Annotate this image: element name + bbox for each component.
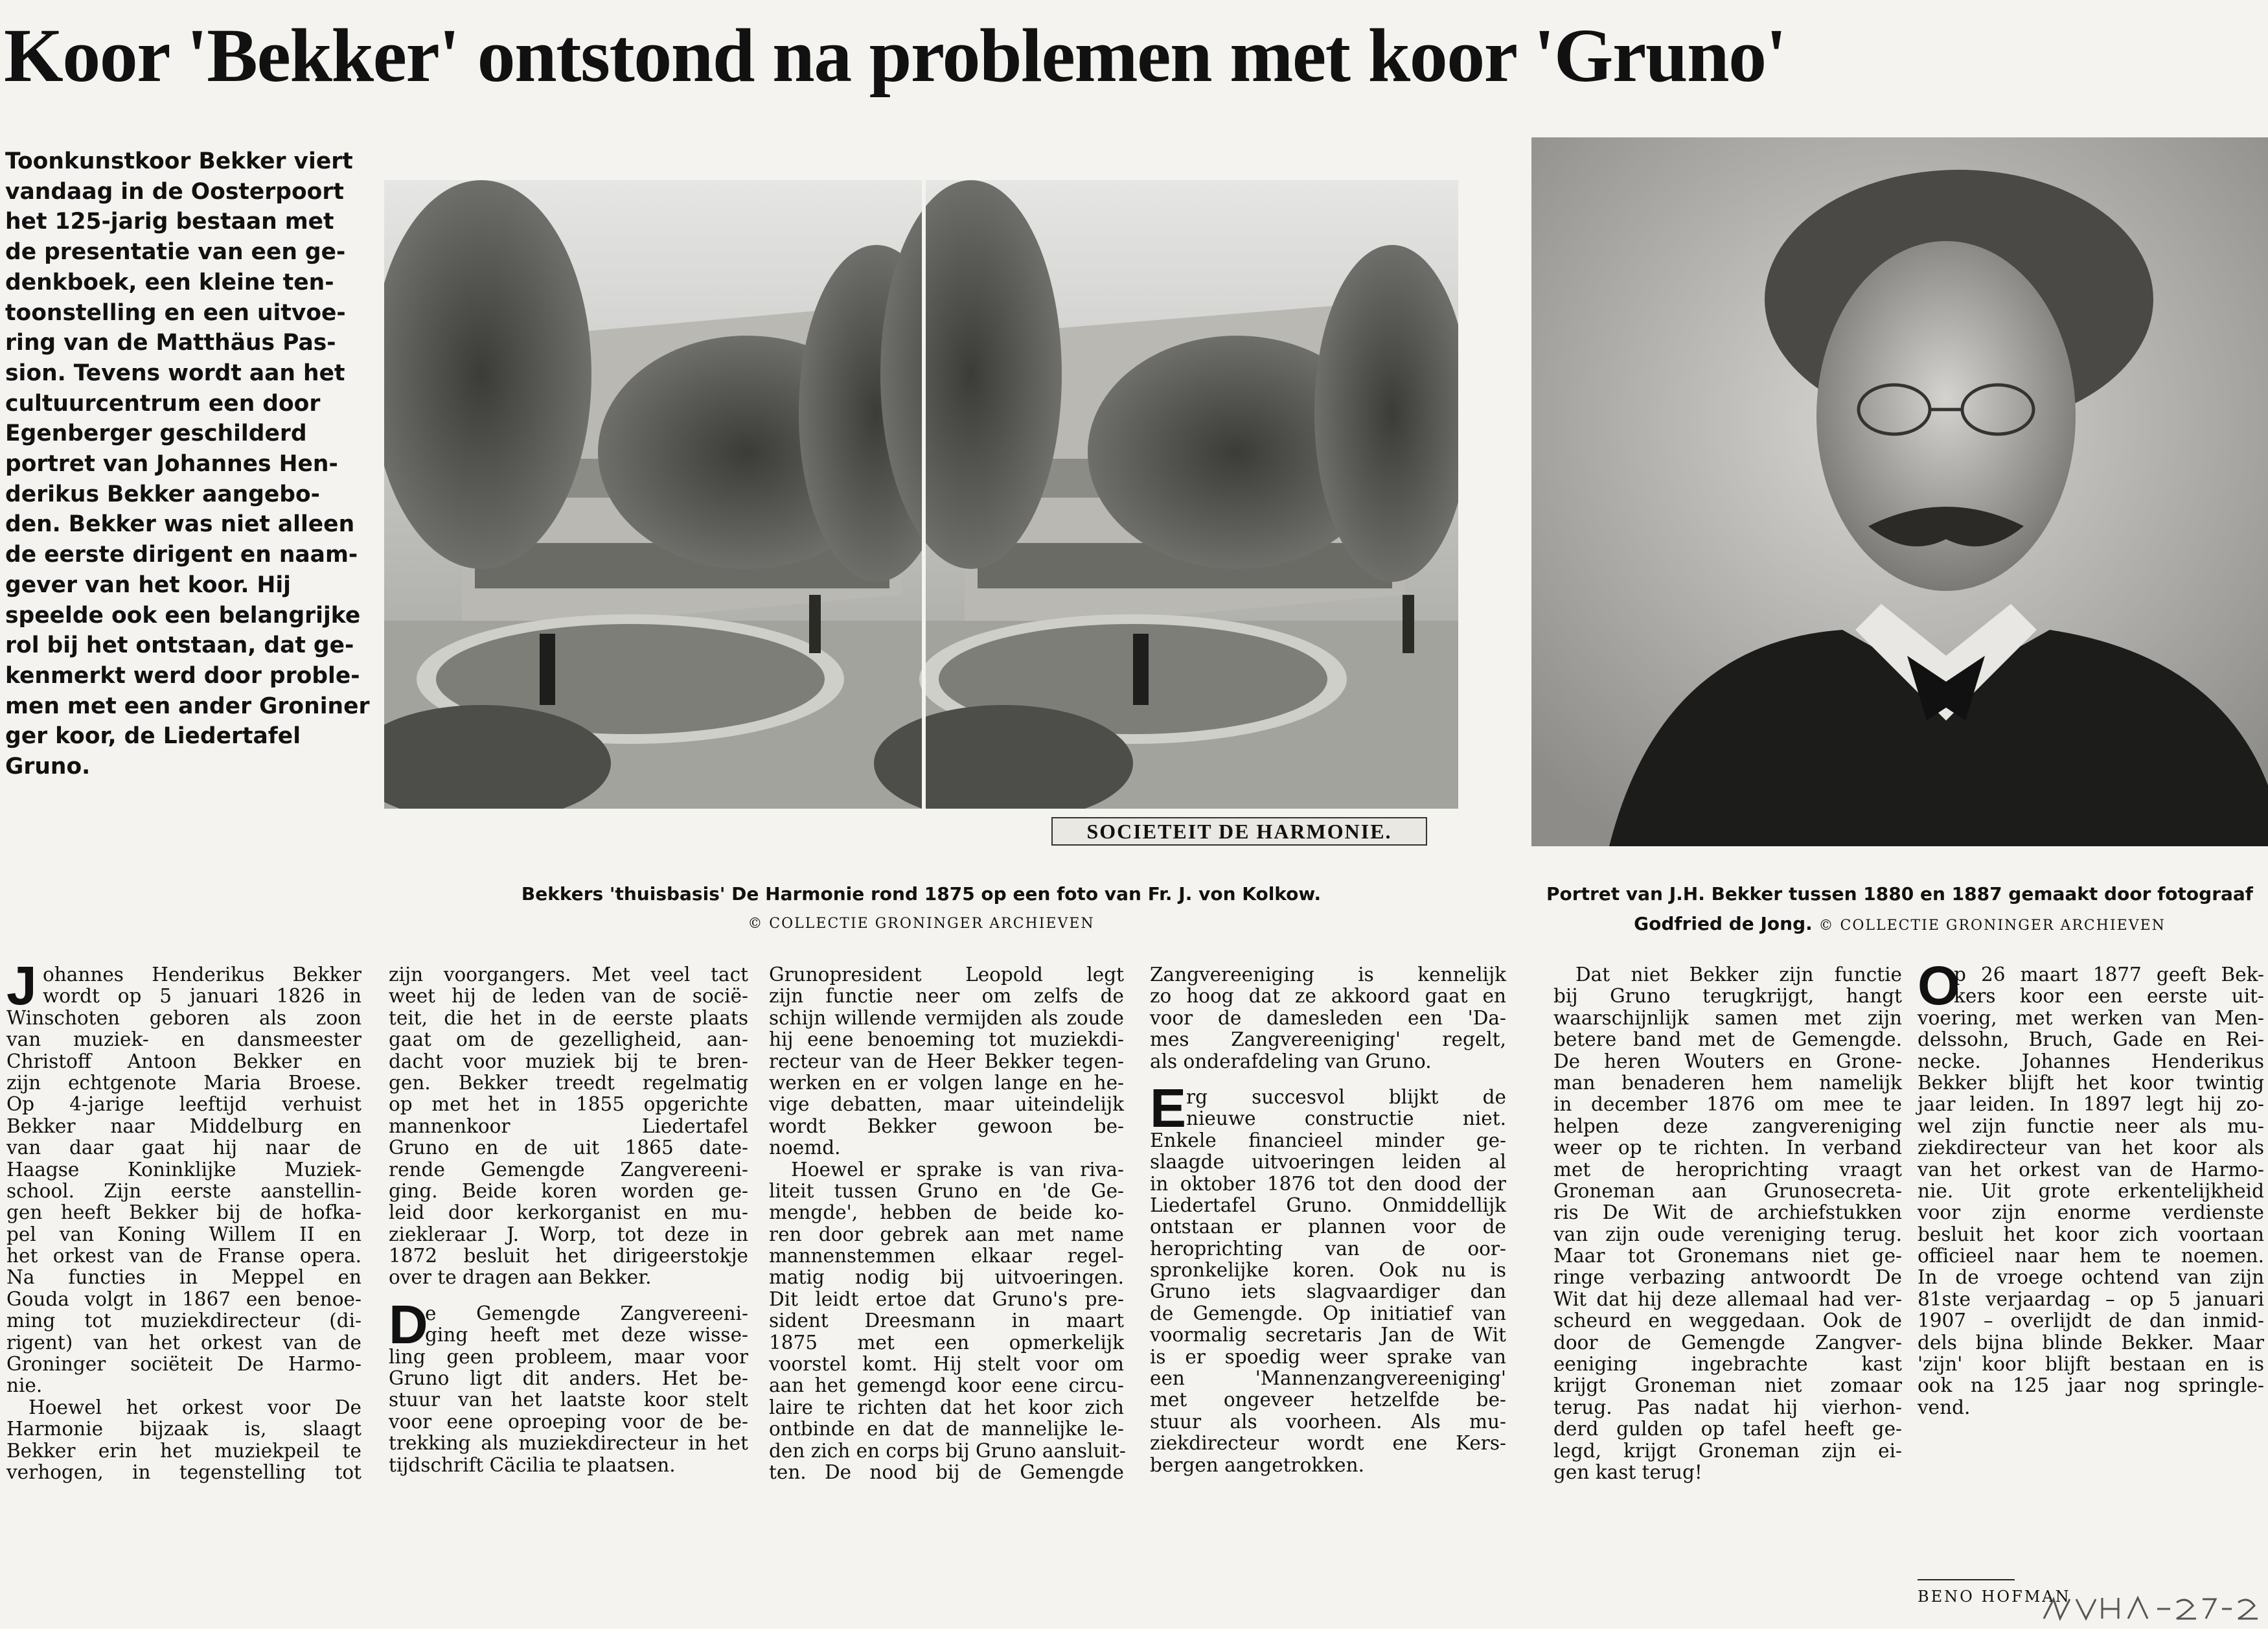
text-line: stuur van het laatste koor stelt	[389, 1389, 748, 1411]
text-line: ringe verbazing antwoordt De	[1553, 1266, 1902, 1289]
dropcap-letter: E	[1150, 1077, 1187, 1138]
article-column-3	[769, 964, 1124, 1483]
text-line: ging. Beide koren worden ge-	[389, 1179, 748, 1202]
text-line: mengde', hebben de beide ko-	[769, 1201, 1124, 1224]
text-line: met ongeveer hetzelfde be-	[1150, 1389, 1506, 1411]
text-line: ziekleraar J. Worp, tot deze in	[389, 1223, 748, 1245]
text-line: recteur van de Heer Bekker tegen-	[769, 1050, 1124, 1072]
text-line: 'zijn' koor blijft bestaan en is	[1918, 1353, 2264, 1376]
text-line: van daar gaat hij naar de	[6, 1137, 361, 1159]
text-line: door de Gemengde Zangver-	[1553, 1331, 1902, 1354]
text-line: 1875 met een opmerkelijk	[769, 1331, 1124, 1354]
portrait-caption-line1: Portret van J.H. Bekker tussen 1880 en 1887 gemaakt door fotograaf	[1546, 883, 2253, 905]
text-line: voor eene oproeping voor de be-	[389, 1410, 748, 1433]
dropcap-paragraph	[6, 955, 361, 1016]
byline-rule	[1918, 1579, 2015, 1580]
text-line: Hoewel er sprake is van riva-	[791, 1158, 1124, 1181]
text-line: rg succesvol blijkt de	[1186, 1085, 1506, 1108]
text-line: betere band met de Gemengde.	[1553, 1028, 1902, 1051]
text-line: matig nodig bij uitvoeringen.	[769, 1266, 1124, 1289]
text-line: leid door kerkorganist en mu-	[389, 1201, 748, 1224]
text-line: krijgt Groneman niet zomaar	[1553, 1374, 1902, 1397]
text-line: den zich en corps bij Gruno aansluit-	[769, 1439, 1126, 1462]
text-line: Dat niet Bekker zijn functie	[1575, 964, 1902, 986]
text-line: ook na 125 jaar nog springle-	[1918, 1374, 2264, 1397]
text-line: mannenkoor Liedertafel	[389, 1115, 748, 1137]
bekker-portrait-photo	[1531, 137, 2268, 846]
article-column-1	[6, 955, 361, 1483]
dropcap-letter: J	[6, 955, 37, 1016]
text-line: laire te richten dat het koor zich	[769, 1396, 1124, 1418]
bekker-portrait-graphic	[1531, 137, 2268, 846]
intro-line: kenmerkt werd door proble-	[5, 662, 360, 689]
intro-line: toonstelling en een uitvoe-	[5, 299, 346, 326]
portrait-caption-line2: Godfried de Jong.	[1634, 913, 1813, 934]
text-line: Bekker erin het muziekpeil te	[6, 1439, 361, 1462]
text-line: legd, krijgt Groneman zijn ei-	[1553, 1439, 1902, 1462]
intro-line: de presentatie van een ge-	[5, 239, 346, 266]
text-line: vige debatten, maar uiteindelijk	[769, 1093, 1124, 1116]
text-line: ohannes Henderikus Bekker	[43, 964, 361, 986]
text-line: voor de damesleden een 'Da-	[1150, 1006, 1506, 1029]
text-line: heroprichting van de oor-	[1150, 1237, 1506, 1260]
text-line: dels bijna blinde Bekker. Maar	[1918, 1331, 2264, 1354]
text-line: teit, die het in de eerste plaats	[389, 1006, 748, 1029]
text-line: Bekker naar Middelburg en	[6, 1115, 361, 1137]
text-line: wordt op 5 januari 1826 in	[43, 985, 361, 1008]
text-line: spronkelijke koren. Ook nu is	[1150, 1259, 1506, 1282]
text-line: ziekdirecteur wordt ene Kers-	[1150, 1432, 1506, 1455]
text-line: Christoff Antoon Bekker en	[6, 1050, 361, 1072]
text-line: p 26 maart 1877 geeft Bek-	[1954, 964, 2264, 986]
text-line: Haagse Koninklijke Muziek-	[6, 1158, 361, 1181]
text-line: 1907 – overlijdt de dan inmid-	[1918, 1310, 2264, 1332]
text-line: in december 1876 om mee te	[1553, 1093, 1902, 1116]
text-line: derd gulden op tafel heeft ge-	[1553, 1418, 1902, 1440]
text-line: liteit tussen Gruno en 'de Ge-	[769, 1179, 1124, 1202]
text-line: nie.	[6, 1374, 43, 1397]
intro-line: men met een ander Groniner	[5, 693, 370, 719]
text-line: kers koor een eerste uit-	[1954, 985, 2264, 1008]
text-line: het orkest van de Franse opera.	[6, 1245, 361, 1267]
text-line: Op 4-jarige leeftijd verhuist	[6, 1093, 361, 1116]
text-line: voorstel komt. Hij stelt voor om	[769, 1353, 1124, 1376]
text-line: Wit dat hij deze allemaal had ver-	[1553, 1288, 1902, 1310]
text-line: gen heeft Bekker bij de hofka-	[6, 1201, 361, 1224]
text-line: ling geen probleem, maar voor	[389, 1345, 748, 1368]
text-line: bergen aangetrokken.	[1150, 1453, 1364, 1476]
text-line: hij eene benoeming tot muziekdi-	[769, 1028, 1124, 1051]
text-line: wel zijn functie neer als mu-	[1918, 1115, 2264, 1137]
article-column-6	[1918, 955, 2264, 1418]
text-line: is er spoedig weer sprake van	[1150, 1345, 1506, 1368]
text-line: stuur als voorheen. Als mu-	[1150, 1410, 1506, 1433]
text-line: voor zijn enorme verdienste	[1918, 1201, 2264, 1224]
text-line: aan het gemengd koor eene circu-	[769, 1374, 1124, 1397]
harmonie-print-label: SOCIETEIT DE HARMONIE.	[1051, 817, 1427, 846]
text-line: wordt Bekker gewoon be-	[769, 1115, 1124, 1137]
text-line: schijn willende vermijden als zoude	[769, 1006, 1124, 1029]
text-line: nieuwe constructie niet.	[1186, 1107, 1506, 1130]
intro-line: gever van het koor. Hij	[5, 572, 291, 598]
intro-line: cultuurcentrum een door	[5, 390, 321, 417]
text-line: Zangvereeniging is kennelijk	[1150, 964, 1506, 986]
intro-lead	[5, 146, 368, 782]
text-line: Hoewel het orkest voor De	[29, 1396, 361, 1418]
text-line: Dit leidt ertoe dat Gruno's pre-	[769, 1288, 1124, 1310]
intro-line: Toonkunstkoor Bekker viert	[5, 148, 353, 174]
text-line: rende Gemengde Zangvereeni-	[389, 1158, 748, 1181]
dropcap-paragraph	[389, 1293, 748, 1355]
text-line: dacht voor muziek bij te bren-	[389, 1050, 748, 1072]
text-line: tijdschrift Cäcilia te plaatsen.	[389, 1453, 676, 1476]
intro-line: Gruno.	[5, 754, 91, 780]
harmonie-credit: © COLLECTIE GRONINGER ARCHIEVEN	[748, 916, 1095, 932]
text-line: Bekker blijft het koor twintig	[1918, 1071, 2264, 1094]
text-line: scheurd en weggedaan. Ook de	[1553, 1310, 1902, 1332]
text-line: ging heeft met deze wisse-	[425, 1324, 748, 1346]
text-line: ris De Wit de archiefstukken	[1553, 1201, 1902, 1224]
text-line: gen. Bekker treedt regelmatig	[389, 1071, 748, 1094]
harmonie-photo-graphic	[384, 180, 1458, 848]
intro-line: ring van de Matthäus Pas-	[5, 330, 336, 356]
portrait-credit: © COLLECTIE GRONINGER ARCHIEVEN	[1818, 918, 2166, 934]
text-line: ziekdirecteur van het koor als	[1918, 1137, 2264, 1159]
text-line: sident Dreesmann in maart	[769, 1310, 1124, 1332]
intro-line: vandaag in de Oosterpoort	[5, 178, 344, 205]
text-line: delssohn, Bruch, Gade en Rei-	[1918, 1028, 2264, 1051]
intro-line: ger koor, de Liedertafel	[5, 723, 301, 750]
text-line: e Gemengde Zangvereeni-	[425, 1302, 748, 1324]
text-line: nie. Uit grote erkentelijkheid	[1918, 1179, 2264, 1202]
text-line: pel van Koning Willem II en	[6, 1223, 361, 1245]
text-line: Gouda volgt in 1867 een benoe-	[6, 1288, 361, 1310]
text-line: jaar leiden. In 1897 legt hij zo-	[1918, 1093, 2264, 1116]
text-line: ontstaan er plannen voor de	[1150, 1216, 1506, 1238]
text-line: voormalig secretaris Jan de Wit	[1150, 1324, 1506, 1346]
text-line: weet hij de leden van de socië-	[389, 985, 748, 1008]
text-line: als onderafdeling van Gruno.	[1150, 1050, 1432, 1072]
text-line: ming tot muziekdirecteur (di-	[6, 1310, 361, 1332]
intro-line: portret van Johannes Hen-	[5, 451, 338, 478]
text-line: Gruno ligt dit anders. Het be-	[389, 1367, 748, 1390]
text-line: verhogen, in tegenstelling tot	[6, 1461, 361, 1483]
text-line: Grunopresident Leopold legt	[769, 964, 1124, 986]
text-line: van het orkest van de Harmo-	[1918, 1158, 2264, 1181]
text-line: gen kast terug!	[1553, 1461, 1702, 1483]
dropcap-letter: O	[1918, 955, 1960, 1016]
text-line: vend.	[1918, 1396, 1971, 1418]
text-line: terug. Pas nadat hij vierhon-	[1553, 1396, 1902, 1418]
dropcap-paragraph	[1150, 1077, 1506, 1138]
text-line: Groninger sociëteit De Harmo-	[6, 1353, 361, 1376]
text-line: gaat om de gezelligheid, aan-	[389, 1028, 748, 1051]
intro-line: rol bij het ontstaan, dat ge-	[5, 632, 354, 659]
text-line: weer op te richten. In verband	[1553, 1137, 1902, 1159]
intro-line: speelde ook een belangrijke	[5, 602, 361, 629]
text-line: necke. Johannes Henderikus	[1918, 1050, 2264, 1072]
text-line: Liedertafel Gruno. Onmiddellijk	[1150, 1194, 1506, 1216]
text-line: helpen deze zangvereniging	[1553, 1115, 1902, 1137]
text-line: een 'Mannenzangvereeniging'	[1150, 1367, 1506, 1390]
portrait-caption	[1531, 879, 2268, 941]
text-line: bij Gruno terugkrijgt, hangt	[1553, 985, 1902, 1008]
text-line: zo hoog dat ze akkoord gaat en	[1150, 985, 1506, 1008]
text-line: rigent) van het orkest van de	[6, 1331, 361, 1354]
text-line: de Gemengde. Op initiatief van	[1150, 1302, 1506, 1324]
text-line: over te dragen aan Bekker.	[389, 1266, 652, 1289]
text-line: werken en er volgen lange en he-	[769, 1071, 1124, 1094]
text-line: op met het in 1855 opgerichte	[389, 1093, 748, 1116]
intro-line: denkboek, een kleine ten-	[5, 269, 334, 295]
text-line: school. Zijn eerste aanstellin-	[6, 1179, 361, 1202]
text-line: Gruno iets slagvaardiger dan	[1150, 1280, 1506, 1303]
text-line: In de vroege ochtend van zijn	[1918, 1266, 2264, 1289]
text-line: slaagde uitvoeringen leiden al	[1150, 1151, 1506, 1173]
byline: BENO HOFMAN	[1918, 1588, 2071, 1606]
text-line: noemd.	[769, 1137, 841, 1159]
text-line: mes Zangvereeniging' regelt,	[1150, 1028, 1506, 1051]
harmonie-caption-text: Bekkers 'thuisbasis' De Harmonie rond 1875 op een foto van Fr. J. von Kolkow.	[521, 883, 1322, 905]
headline: Koor 'Bekker' ontstond na problemen met koor 'Gruno'	[4, 14, 1786, 97]
text-line: Groneman aan Grunosecreta-	[1553, 1179, 1902, 1202]
text-line: 81ste verjaardag – op 5 januari	[1918, 1288, 2264, 1310]
text-line: met de heroprichting vraagt	[1553, 1158, 1902, 1181]
text-line: mannenstemmen elkaar regel-	[769, 1245, 1124, 1267]
article-column-2	[389, 964, 748, 1476]
intro-line: Egenberger geschilderd	[5, 421, 307, 447]
text-line: Na functies in Meppel en	[6, 1266, 361, 1289]
intro-line: de eerste dirigent en naam-	[5, 542, 358, 568]
text-line: Maar tot Gronemans niet ge-	[1553, 1245, 1902, 1267]
text-line: eeniging ingebrachte kast	[1553, 1353, 1902, 1376]
text-line: in oktober 1876 tot den dood der	[1150, 1172, 1506, 1195]
text-line: waarschijnlijk samen met zijn	[1553, 1006, 1902, 1029]
text-line: ren door gebrek aan met name	[769, 1223, 1124, 1245]
handwritten-date	[2041, 1593, 2261, 1625]
harmonie-caption	[384, 879, 1458, 939]
text-line: ten. De nood bij de Gemengde	[769, 1461, 1124, 1483]
text-line: trekking als muziekdirecteur in het	[389, 1432, 748, 1455]
dropcap-paragraph	[1918, 955, 2264, 1016]
text-line: Winschoten geboren als zoon	[6, 1006, 361, 1029]
text-line: officieel naar hem te noemen.	[1918, 1245, 2264, 1267]
text-line: van muziek- en dansmeester	[6, 1028, 361, 1051]
text-line: zijn echtgenote Maria Broese.	[6, 1071, 361, 1094]
text-line: van zijn oude vereniging terug.	[1553, 1223, 1902, 1245]
intro-line: het 125-jarig bestaan met	[5, 209, 334, 235]
text-line: De heren Wouters en Grone-	[1553, 1050, 1902, 1072]
article-column-5	[1553, 964, 1902, 1483]
text-line: zijn voorgangers. Met veel tact	[389, 964, 748, 986]
text-line: ontbinde en dat de mannelijke le-	[769, 1418, 1124, 1440]
text-line: man benaderen hem namelijk	[1553, 1071, 1902, 1094]
dropcap-letter: D	[389, 1293, 428, 1355]
text-line: besluit het koor zich voortaan	[1918, 1223, 2264, 1245]
text-line: Gruno en de uit 1865 date-	[389, 1137, 748, 1159]
intro-line: den. Bekker was niet alleen	[5, 511, 355, 538]
intro-line: derikus Bekker aangebo-	[5, 481, 320, 507]
text-line: 1872 besluit het dirigeerstokje	[389, 1245, 748, 1267]
text-line: Enkele financieel minder ge-	[1150, 1129, 1506, 1151]
text-line: voering, met werken van Men-	[1918, 1006, 2264, 1029]
text-line: Harmonie bijzaak is, slaagt	[6, 1418, 361, 1440]
text-line: zijn functie neer om zelfs de	[769, 985, 1124, 1008]
article-column-4	[1150, 964, 1506, 1476]
harmonie-stereo-photo	[384, 180, 1458, 848]
intro-line: sion. Tevens wordt aan het	[5, 360, 345, 386]
